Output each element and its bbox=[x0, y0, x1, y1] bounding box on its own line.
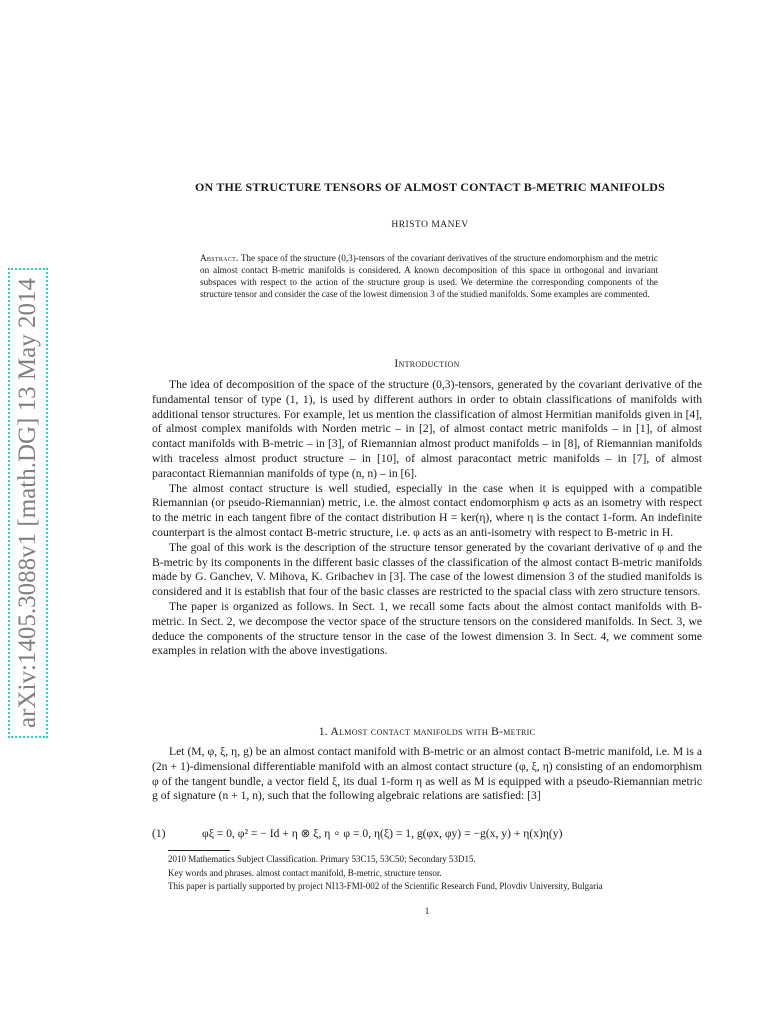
footnote-funding: This paper is partially supported by project NI13-FMI-002 of the Scientific Research Fund, Plovdiv University, Bulgaria bbox=[168, 881, 603, 891]
equation-body: φξ = 0, φ² = − Id + η ⊗ ξ, η ∘ φ = 0, η(ξ) = 1, g(φx, φy) = −g(x, y) + η(x)η(y) bbox=[202, 827, 563, 840]
intro-paragraph-3: The goal of this work is the description of the structure tensor generated by the covariant derivative of φ and the B-metric by its components in the different basic classes of the classification of the almost contact B-metric manifolds made by G. Ganchev, V. Mihova, K. Gribachev in [3]. The case of the lowest dimension 3 of the studied manifolds is considered and it is establish that four of the basic classes are restricted to the spacial class with zero structure tensors. bbox=[152, 540, 702, 599]
paper-title: ON THE STRUCTURE TENSORS OF ALMOST CONTACT B-METRIC MANIFOLDS bbox=[194, 180, 666, 194]
paper-author: HRISTO MANEV bbox=[391, 220, 469, 230]
arxiv-identifier: arXiv:1405.3088v1 [math.DG] 13 May 2014 bbox=[14, 278, 41, 728]
intro-paragraph-2: The almost contact structure is well studied, especially in the case when it is equipped with a compatible Riemannian (or pseudo-Riemannian) metric, i.e. the almost contact endomorphism φ acts as an isometry with respect to the metric in each tangent fibre of the contact distribution H = ker(η), where η is the contact 1-form. An indefinite counterpart is the almost contact B-metric structure, i.e. φ acts as an anti-isometry with respect to B-metric in H. bbox=[152, 481, 702, 539]
section-1-body bbox=[152, 745, 702, 804]
footnotes bbox=[168, 853, 708, 894]
equation-1 bbox=[152, 826, 702, 840]
section-1-paragraph: Let (M, φ, ξ, η, g) be an almost contact manifold with B-metric or an almost contact B-metric manifold, i.e. M is a (2n + 1)-dimensional differentiable manifold with an almost contact structure (φ, ξ, η) consisting of an endomorphism φ of the tangent bundle, a vector field ξ, its dual 1-form η as well as M is equipped with a pseudo-Riemannian metric g of signature (n + 1, n), such that the following algebraic relations are satisfied: [3] bbox=[152, 745, 702, 803]
intro-paragraph-4: The paper is organized as follows. In Sect. 1, we recall some facts about the almost contact manifolds with B-metric. In Sect. 2, we decompose the vector space of the structure tensors on the considered manifolds. In Sect. 3, we deduce the components of the structure tensor in the case of the lowest dimension 3. In Sect. 4, we comment some examples in relation with the above investigations. bbox=[152, 599, 702, 658]
footnote-rule bbox=[168, 850, 230, 851]
section-1-heading: 1. Almost contact manifolds with B-metric bbox=[318, 726, 536, 738]
footnote-keywords: Key words and phrases. almost contact manifold, B-metric, structure tensor. bbox=[168, 867, 442, 878]
intro-paragraph-1: The idea of decomposition of the space of the structure (0,3)-tensors, generated by the covariant derivative of the fundamental tensor of type (1, 1), is used by different authors in order to obtain classifications of manifolds with additional tensor structures. For example, let us mention the classification of almost Hermitian manifolds given in [4], of almost complex manifolds with Norden metric – in [2], of almost contact metric manifolds – in [1], of almost contact manifolds with B-metric – in [3], of Riemannian almost product manifolds – in [8], of Riemannian manifolds with traceless almost product structure – in [10], of almost paracontact metric manifolds – in [7], of almost paracontact Riemannian manifolds of type (n, n) – in [6]. bbox=[152, 378, 702, 480]
abstract-label: Abstract. bbox=[200, 253, 239, 263]
equation-number: (1) bbox=[152, 827, 166, 840]
abstract-text: The space of the structure (0,3)-tensors of the covariant derivatives of the structure endomorphism and the metric on almost contact B-metric manifolds is considered. A known decomposition of this space in orthogonal and invariant subspaces with respect to the action of the structure group is used. We determine the corresponding components of the structure tensor and consider the case of the lowest dimension 3 of the studied manifolds. Some examples are commented. bbox=[200, 253, 658, 299]
footnote-msc: 2010 Mathematics Subject Classification. Primary 53C15, 53C50; Secondary 53D15. bbox=[168, 854, 476, 864]
arxiv-stamp bbox=[8, 268, 48, 738]
introduction-body bbox=[152, 378, 702, 659]
introduction-heading: Introduction bbox=[394, 358, 460, 370]
page-number: 1 bbox=[424, 906, 430, 916]
abstract bbox=[200, 252, 658, 300]
